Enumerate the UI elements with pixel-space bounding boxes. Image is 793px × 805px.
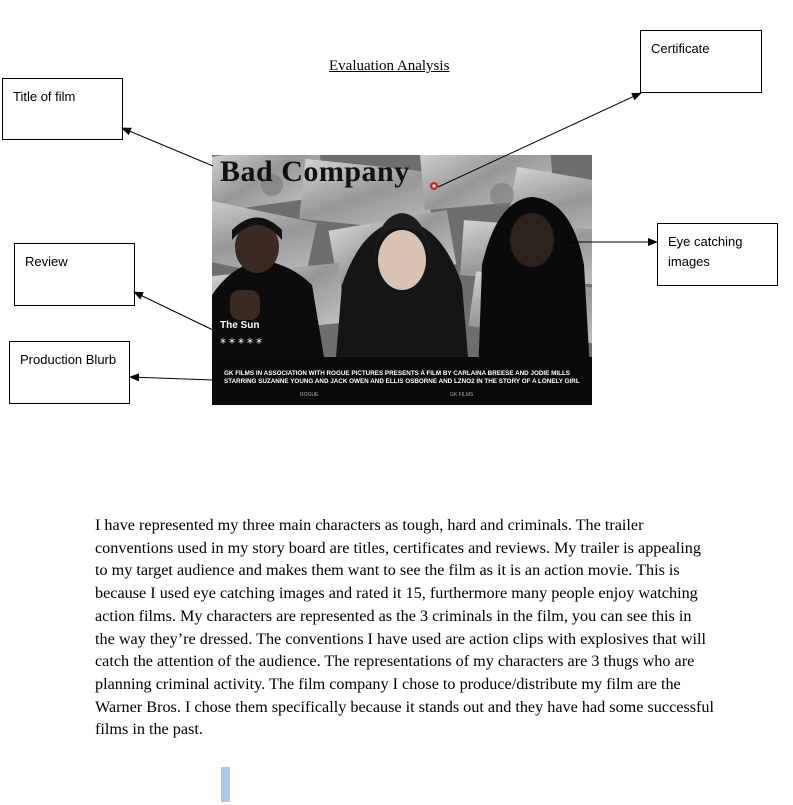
credits-line-2: STARRING SUZANNE YOUNG AND JACK OWEN AND ELLIS OSBORNE AND LZNO2 IN THE STORY OF A LONELY GIRL (224, 378, 580, 385)
poster-star-rating: ***** (220, 336, 265, 350)
poster-review-source: The Sun (220, 320, 260, 331)
arrow-blurb (130, 377, 213, 380)
evaluation-paragraph[interactable]: I have represented my three main characters as tough, hard and criminals. The trailer conventions used in my story board are titles, certificates and reviews. My trailer is appealing to my target audience and makes them want to see the film as it is an action movie. This is because I used eye catching images and rated it 15, furthermore many people enjoy watching action films. My characters are represented as the 3 criminals in the film, you can see this in the way they’re dressed. The conventions I have used are action clips with explosives that will catch the attention of the audience. The representations of my characters are 3 thugs who are planning criminal activity. The film company I chose to produce/distribute my film are the Warner Bros. I chose them specifically because it stands out and they have had some successful films in the past. (95, 516, 715, 739)
arrow-review (134, 292, 213, 330)
title-of-film-label (2, 78, 123, 140)
title-of-film-text: Title of film (13, 89, 76, 104)
arrow-title (122, 128, 213, 166)
poster-credits-block (212, 357, 592, 405)
rogue-logo: ROGUE (300, 392, 319, 398)
certificate-label (640, 30, 762, 93)
gk-films-logo: GK FILMS (450, 392, 474, 398)
certificate-text: Certificate (651, 41, 710, 56)
film-poster (212, 155, 592, 405)
production-blurb-label (9, 341, 130, 404)
text-cursor-highlight (221, 767, 230, 802)
poster-title: Bad Company (220, 155, 410, 188)
production-blurb-text: Production Blurb (20, 352, 117, 367)
review-label (14, 243, 135, 306)
eye-catching-label (657, 223, 778, 286)
credits-line-1: GK FILMS IN ASSOCIATION WITH ROGUE PICTURES PRESENTS A FILM BY CARLAINA BREESE AND JODIE MILLS (224, 370, 570, 377)
document-heading: Evaluation Analysis (329, 58, 450, 74)
review-text: Review (25, 254, 68, 269)
eye-catching-text: Eye catching images (668, 234, 743, 269)
